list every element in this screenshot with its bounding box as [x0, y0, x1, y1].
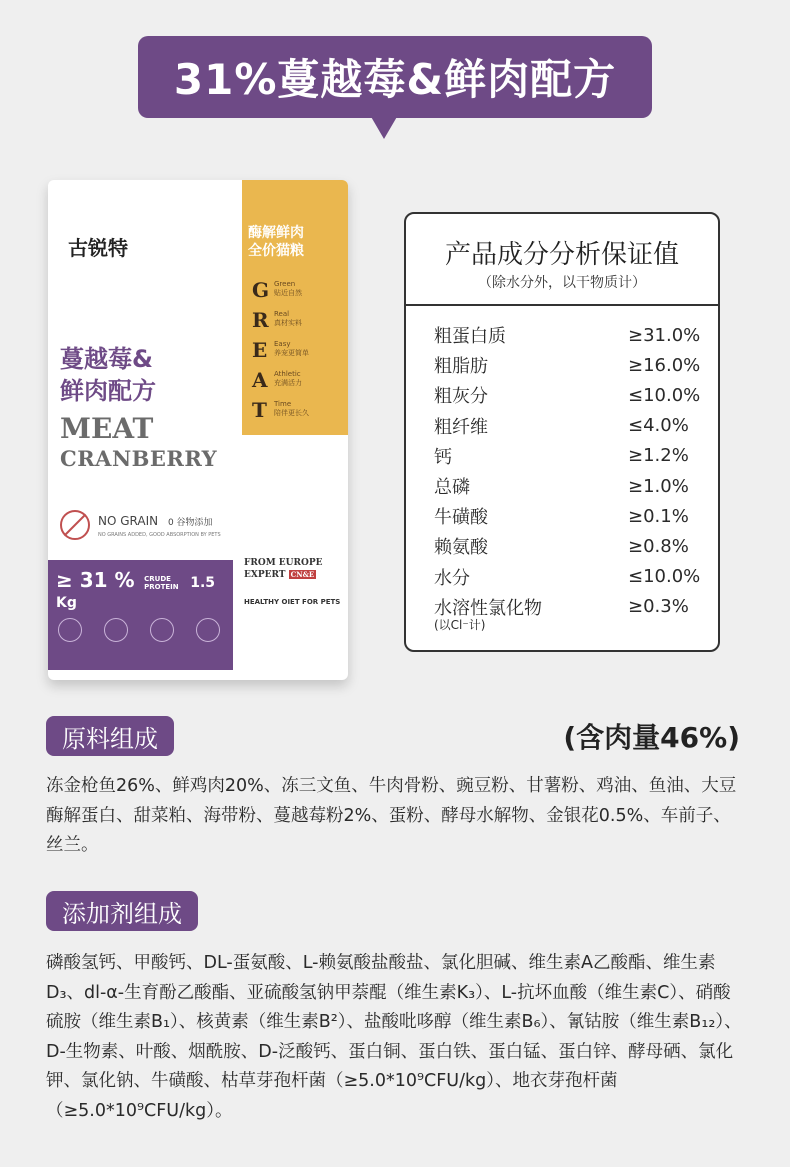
title-banner — [138, 36, 652, 118]
additives-label: 添加剂组成 — [46, 891, 198, 931]
great-row: R Real 真材实料 — [252, 308, 302, 332]
great-row: T Time 陪伴更长久 — [252, 398, 309, 422]
guarantee-title: 产品成分分析保证值 — [444, 240, 679, 270]
meat-ratio: (含肉量46%) — [563, 721, 740, 754]
no-grain-label: NO GRAIN 0 谷物添加 — [98, 514, 213, 528]
fish-icon — [104, 618, 128, 642]
additives-text: 磷酸氢钙、甲酸钙、DL-蛋氨酸、L-赖氨酸盐酸盐、氯化胆碱、维生素A乙酸酯、维生素D₃、dl-α-生育酚乙酸酯、亚硫酸氢钠甲萘醌（维生素K₃）、L-抗坏血酸（维生素C）、硝酸硫胺（维生素B₁）、核黄素（维生素B²）、盐酸吡哆醇（维生素B₆）、氰钴胺（维生素B₁₂）、D-生物素、叶酸、烟酰胺、D-泛酸钙、蛋白铜、蛋白铁、蛋白锰、蛋白锌、酵母硒、氯化钾、氯化钠、牛磺酸、枯草芽孢杆菌（≥5.0*10⁹CFU/kg）、地衣芽孢杆菌（≥5.0*10⁹CFU/kg）。 — [46, 953, 742, 1121]
no-grain-sub: NO GRAINS ADDED, GOOD ABSORPTION BY PETS — [98, 532, 221, 538]
feature-icons — [58, 618, 220, 642]
guarantee-row: 粗纤维 ≤4.0% — [434, 415, 689, 438]
guarantee-row: 粗蛋白质 ≥31.0% — [434, 324, 701, 348]
guarantee-divider — [406, 304, 718, 306]
net-weight: 1.5 Kg — [56, 575, 216, 611]
guarantee-row: 粗脂肪 ≥16.0% — [434, 354, 701, 378]
feature-icon — [58, 618, 82, 642]
guarantee-row: 赖氨酸 ≥0.8% — [434, 535, 689, 559]
protein-badge: ≥ 31 % CRUDE PROTEIN 1.5 Kg — [56, 568, 216, 611]
package-yellow-panel — [242, 180, 348, 435]
package-purple-panel — [48, 560, 233, 670]
guarantee-rows — [434, 320, 704, 633]
ingredients-text: 冻金枪鱼26%、鲜鸡肉20%、冻三文鱼、牛肉骨粉、豌豆粉、甘薯粉、鸡油、鱼油、大豆酶解蛋白、甜菜粕、海带粉、蔓越莓粉2%、蛋粉、酵母水解物、金银花0.5%、车前子、丝兰。 — [46, 776, 737, 855]
package-en-meat: MEAT — [60, 412, 154, 445]
no-grain-icon — [60, 510, 90, 540]
guarantee-row: 牛磺酸 ≥0.1% — [434, 505, 689, 529]
guarantee-row: 水分 ≤10.0% — [434, 566, 701, 589]
guarantee-table — [404, 212, 720, 652]
guarantee-row: 钙 ≥1.2% — [434, 445, 689, 468]
healthy-diet-label: HEALTHY OIET FOR PETS — [244, 598, 341, 606]
great-row: A Athletic 充满活力 — [252, 368, 302, 392]
guarantee-row: 粗灰分 ≤10.0% — [434, 384, 701, 408]
cranberry-icon — [196, 618, 220, 642]
guarantee-row: 总磷 ≥1.0% — [434, 475, 689, 499]
banner-title: 31%蔓越莓&鲜肉配方 — [173, 55, 617, 104]
guarantee-subtitle: （除水分外，以干物质计） — [478, 275, 646, 291]
package-product-type: 酶解鲜肉 全价猫粮 — [248, 225, 304, 259]
great-row: G Green 贴近自然 — [252, 278, 302, 302]
guarantee-note: (以Cl⁻计) — [434, 617, 486, 632]
guarantee-row: 水溶性氯化物 ≥0.3% — [434, 596, 689, 619]
europe-expert-label: FROM EUROPE EXPERT CN&E — [244, 558, 323, 580]
package-cn-name: 蔓越莓& 鲜肉配方 — [60, 345, 156, 405]
brand-logo: 古锐特 — [68, 236, 128, 260]
ingredients-label: 原料组成 — [46, 716, 174, 756]
leaf-icon — [150, 618, 174, 642]
great-row: E Easy 养宠更简单 — [252, 338, 309, 362]
product-package-image — [48, 180, 348, 680]
banner-pointer — [370, 115, 398, 139]
great-acronym — [252, 278, 309, 428]
package-en-cranberry: CRANBERRY — [60, 446, 218, 471]
